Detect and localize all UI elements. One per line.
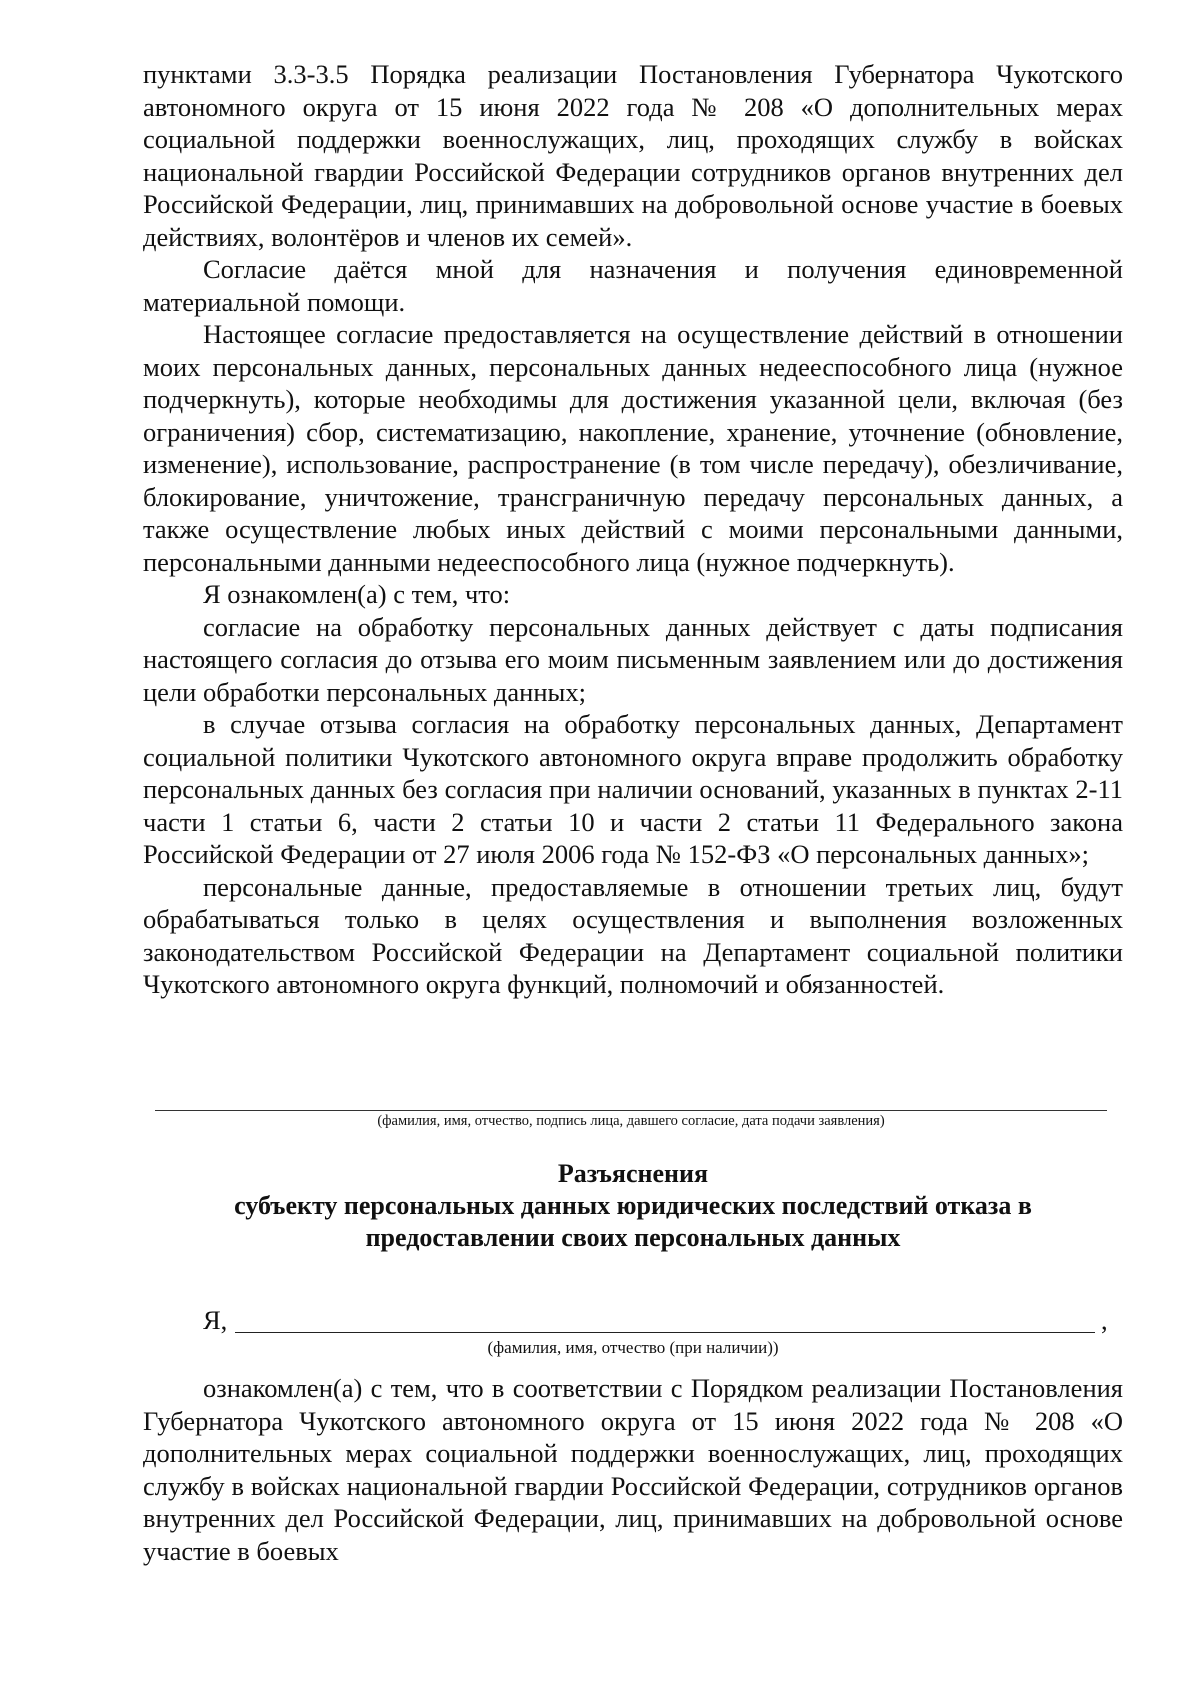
name-field-prefix: Я,: [203, 1305, 228, 1335]
signature-caption: (фамилия, имя, отчество, подпись лица, давшего согласие, дата подачи заявления): [377, 1113, 885, 1129]
heading-subtitle-line2: предоставлении своих персональных данных: [365, 1223, 901, 1252]
paragraph-validity: согласие на обработку персональных данных действует с даты подписания настоящего согласия до отзыва его моим письменным заявлением или до достижения цели обработки персональных данных;: [143, 611, 1123, 707]
heading-title: Разъяснения: [557, 1159, 709, 1188]
name-field-line: [235, 1332, 1095, 1333]
paragraph-third-parties: персональные данные, предоставляемые в отношении третьих лиц, будут обрабатываться только в целях осуществления и выполнения возложенных законодательством Российской Федерации на Департамент социальной политики Чукотского автономного округа функций, полномочий и обязанностей.: [143, 871, 1123, 999]
signature-line: [155, 1110, 1107, 1111]
section-heading: [143, 1158, 1123, 1254]
paragraph-revocation: в случае отзыва согласия на обработку персональных данных, Департамент социальной политики Чукотского автономного округа вправе продолжить обработку персональных данных без согласия при наличии оснований, указанных в пунктах 2-11 части 1 статьи 6, части 2 статьи 10 и части 2 статьи 11 Федерального закона Российской Федерации от 27 июля 2006 года № 152-ФЗ «О персональных данных»;: [143, 709, 1123, 869]
paragraph-continuation: пунктами 3.3-3.5 Порядка реализации Постановления Губернатора Чукотского автономного округа от 15 июня 2022 года № 208 «О дополнительных мерах социальной поддержки военнослужащих, лиц, проходящих службу в войсках национальной гвардии Российской Федерации сотрудников органов внутренних дел Российской Федерации, лиц, принимавших на добровольной основе участие в боевых действиях, волонтёров и членов их семей».: [143, 59, 1123, 252]
paragraph-acknowledgement: Я ознакомлен(а) с тем, что:: [203, 579, 511, 609]
paragraph-purpose: Согласие даётся мной для назначения и получения единовременной материальной помощи.: [143, 254, 1123, 317]
explanation-text: [143, 1372, 1123, 1567]
paragraph-explanation: ознакомлен(а) с тем, что в соответствии с Порядком реализации Постановления Губернатора Чукотского автономного округа от 15 июня 2022 года № 208 «О дополнительных мерах социальной поддержки военнослужащих, лиц, проходящих службу в войсках национальной гвардии Российской Федерации, сотрудников органов внутренних дел Российской Федерации, лиц, принимавших на добровольной основе участие в боевых: [143, 1373, 1123, 1566]
name-field-caption: (фамилия, имя, отчество (при наличии)): [487, 1338, 779, 1357]
paragraph-scope: Настоящее согласие предоставляется на осуществление действий в отношении моих персональных данных, персональных данных недееспособного лица (нужное подчеркнуть), которые необходимы для достижения указанной цели, включая (без ограничения) сбор, систематизацию, накопление, хранение, уточнение (обновление, изменение), использование, распространение (в том числе передачу), обезличивание, блокирование, уничтожение, трансграничную передачу персональных данных, а также осуществление любых иных действий с моими персональными данными, персональными данными недееспособного лица (нужное подчеркнуть).: [143, 319, 1123, 577]
name-field-row: [143, 1304, 1123, 1338]
name-field-comma: ,: [1101, 1305, 1108, 1335]
consent-text: [143, 58, 1123, 1001]
heading-subtitle-line1: субъекту персональных данных юридических последствий отказа в: [234, 1191, 1032, 1220]
